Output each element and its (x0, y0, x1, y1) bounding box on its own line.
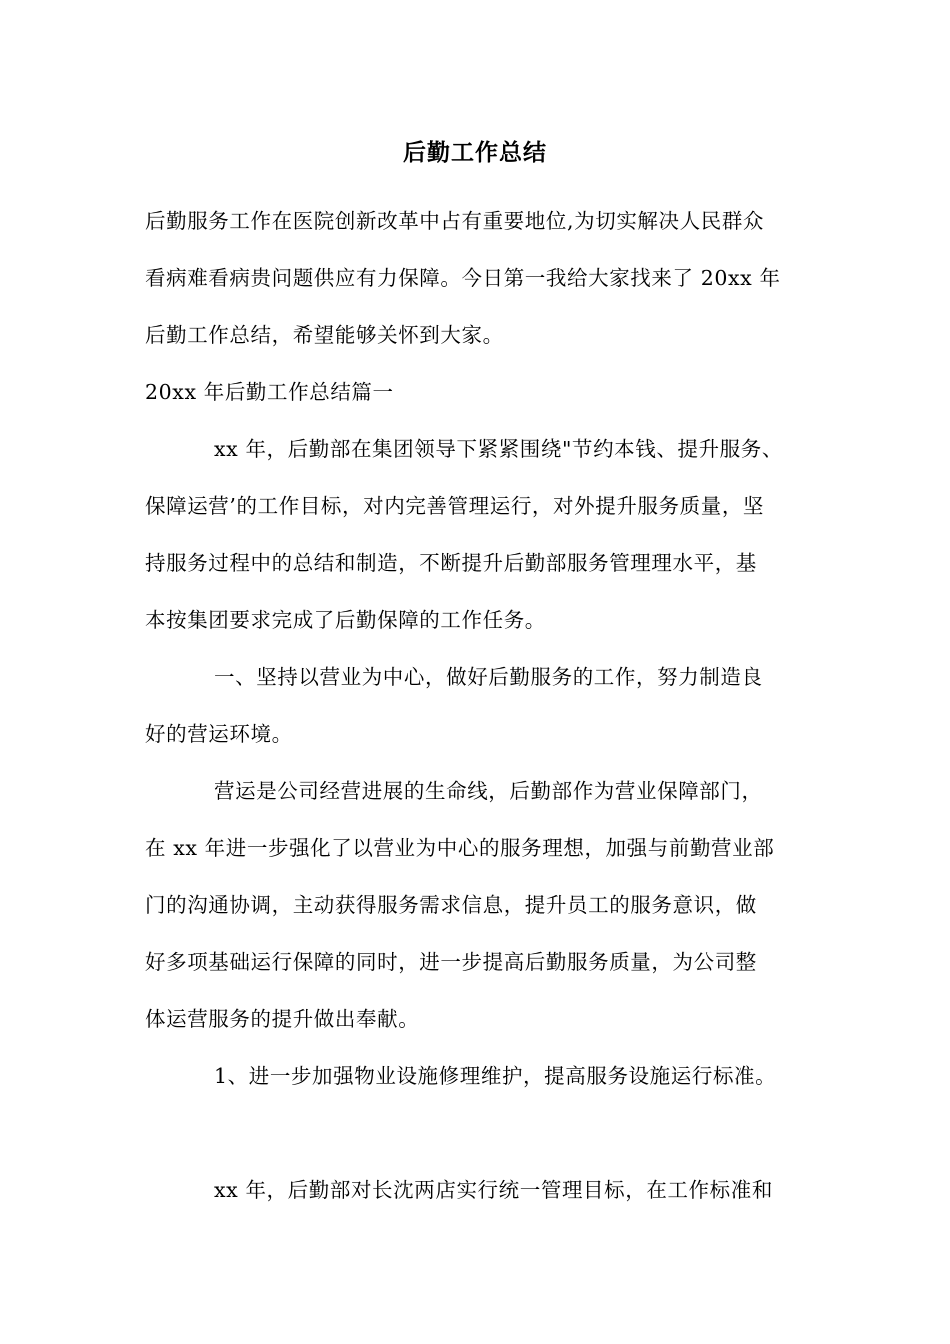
paragraph-line: 本按集团要求完成了后勤保障的工作任务。 (145, 608, 546, 632)
subsection-heading: 好的营运环境。 (145, 722, 293, 746)
paragraph-line: 门的沟通协调，主动获得服务需求信息，提升员工的服务意识，做 (145, 893, 757, 917)
paragraph-line: xx 年，后勤部在集团领导下紧紧围绕"节约本钱、提升服务、 (214, 437, 783, 461)
list-item-heading: 1、进一步加强物业设施修理维护，提高服务设施运行标准。 (214, 1064, 777, 1088)
paragraph-line: 持服务过程中的总结和制造，不断提升后勤部服务管理理水平，基 (145, 551, 757, 575)
paragraph-line: 在 xx 年进一步强化了以营业为中心的服务理想，加强与前勤营业部 (145, 836, 775, 860)
subsection-heading: 一、坚持以营业为中心，做好后勤服务的工作，努力制造良 (214, 665, 763, 689)
section-heading: 20xx 年后勤工作总结篇一 (145, 380, 394, 404)
document-title: 后勤工作总结 (403, 140, 547, 166)
paragraph-line: 体运营服务的提升做出奉献。 (145, 1007, 420, 1031)
paragraph-line: 看病难看病贵问题供应有力保障。今日第一我给大家找来了 20xx 年 (145, 266, 781, 290)
paragraph-line: 保障运营’的工作目标，对内完善管理运行，对外提升服务质量，坚 (145, 494, 765, 518)
paragraph-line: 后勤服务工作在医院创新改革中占有重要地位,为切实解决人民群众 (145, 209, 765, 233)
paragraph-line: 营运是公司经营进展的生命线，后勤部作为营业保障部门， (214, 779, 763, 803)
paragraph-line: 后勤工作总结，希望能够关怀到大家。 (145, 323, 504, 347)
paragraph-line: xx 年，后勤部对长沈两店实行统一管理目标，在工作标准和 (214, 1178, 773, 1202)
paragraph-line: 好多项基础运行保障的同时，进一步提高后勤服务质量，为公司整 (145, 950, 757, 974)
